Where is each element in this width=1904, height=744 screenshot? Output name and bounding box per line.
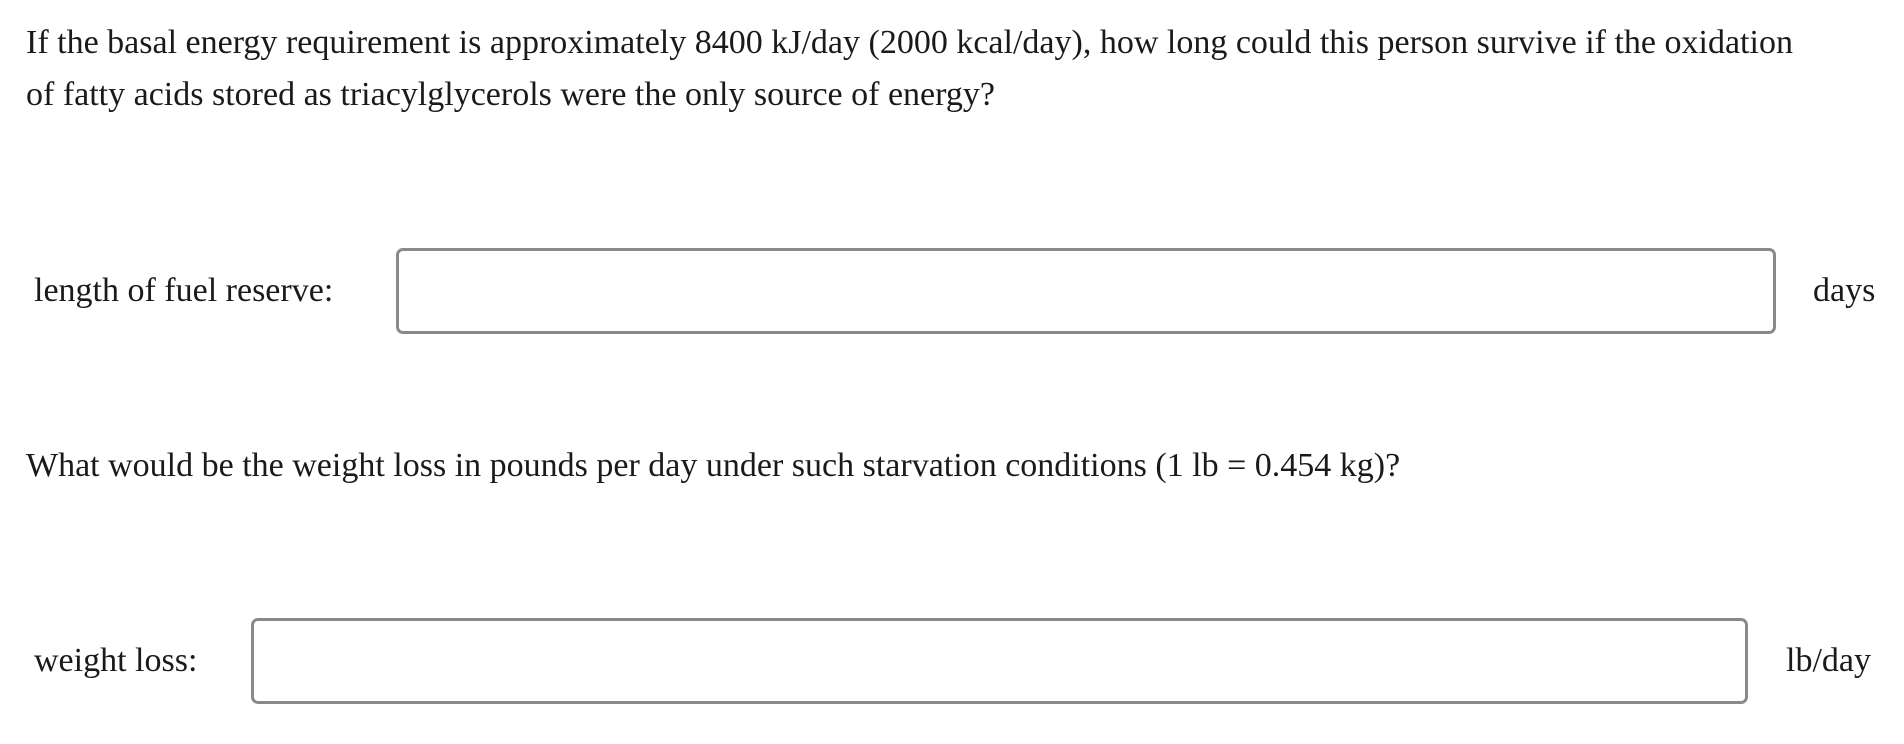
fuel-reserve-answer-row xyxy=(0,248,1904,334)
weight-loss-label: weight loss: xyxy=(34,642,198,679)
fuel-reserve-input[interactable] xyxy=(396,248,1776,334)
question-fuel-reserve: If the basal energy requirement is approximately 8400 kJ/day (2000 kcal/day), how long could this person survive if the oxidation of fatty acids stored as triacylglycerols were the only source of energy? xyxy=(26,24,1793,113)
weight-loss-unit: lb/day xyxy=(1786,642,1871,679)
weight-loss-answer-row xyxy=(0,618,1904,704)
weight-loss-input[interactable] xyxy=(251,618,1748,704)
fuel-reserve-label: length of fuel reserve: xyxy=(34,272,334,309)
question-weight-loss: What would be the weight loss in pounds per day under such starvation conditions (1 lb = 0.454 kg)? xyxy=(26,447,1401,484)
fuel-reserve-unit: days xyxy=(1813,272,1876,309)
